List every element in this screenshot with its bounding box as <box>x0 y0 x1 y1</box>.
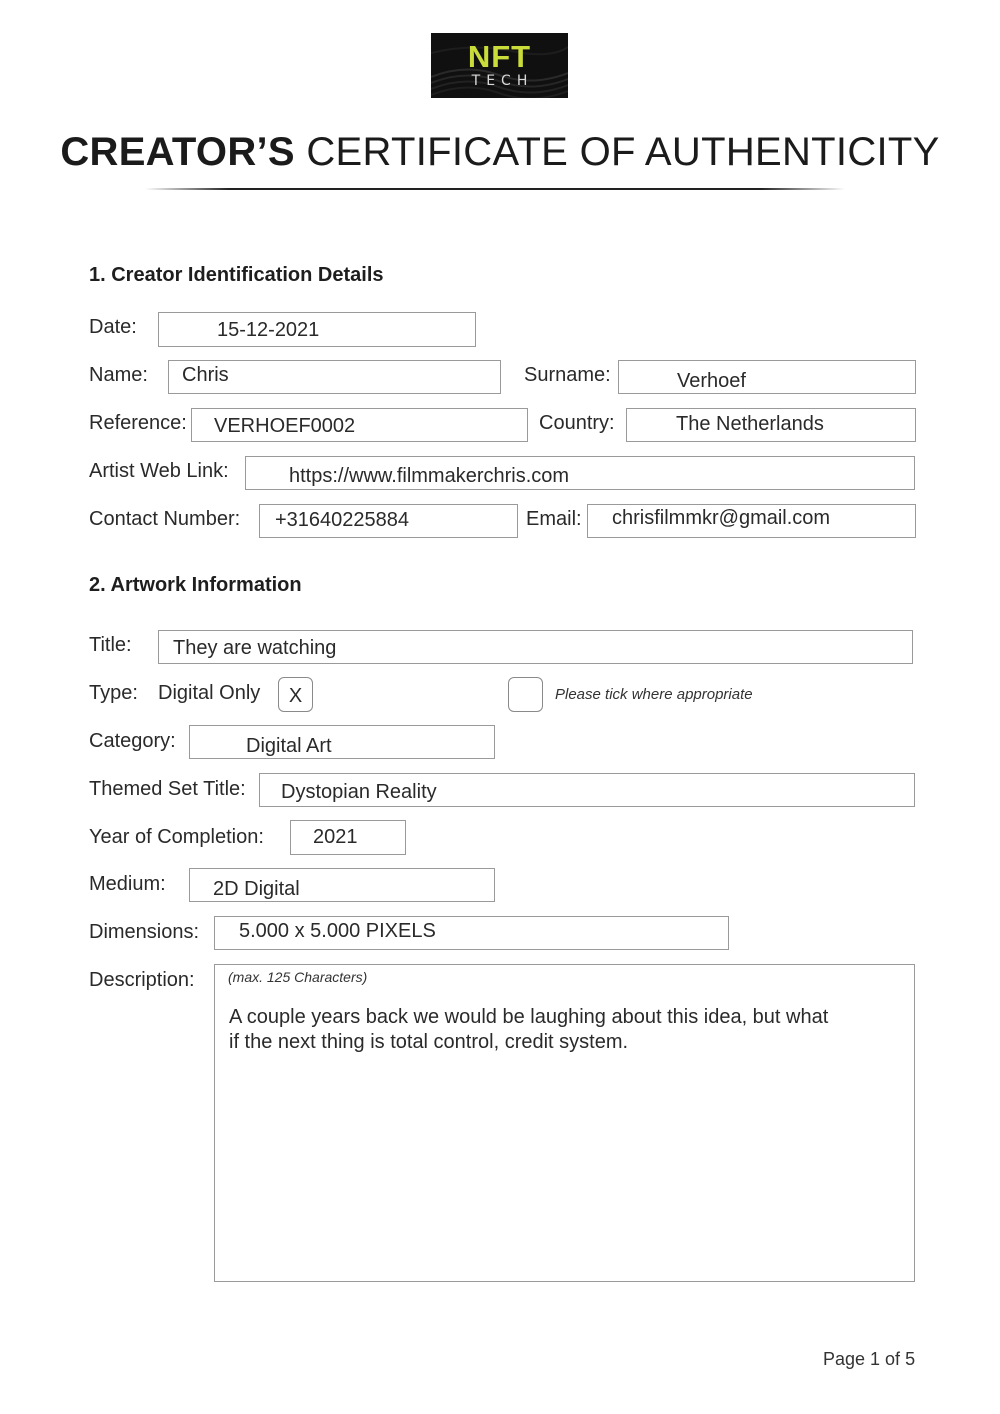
medium-value: 2D Digital <box>213 878 300 900</box>
dimensions-value: 5.000 x 5.000 PIXELS <box>239 920 436 942</box>
email-value: chrisfilmmkr@gmail.com <box>612 507 831 529</box>
title-value: They are watching <box>173 637 337 659</box>
type-label: Type: <box>89 682 138 704</box>
email-field[interactable] <box>587 504 916 538</box>
description-line-1: A couple years back we would be laughing about this idea, but what <box>229 1006 829 1028</box>
dimensions-field[interactable] <box>214 916 729 950</box>
email-label: Email: <box>526 508 582 530</box>
reference-value: VERHOEF0002 <box>214 415 356 437</box>
checkbox-mark: X <box>288 685 303 707</box>
page-number: Page 1 of 5 <box>823 1349 916 1369</box>
reference-field[interactable] <box>191 408 528 442</box>
dimensions-label: Dimensions: <box>89 921 200 943</box>
type-hint: Please tick where appropriate <box>555 686 753 703</box>
logo-tech-text: TECH <box>471 73 534 89</box>
themed-set-label: Themed Set Title: <box>89 778 246 800</box>
contact-field[interactable] <box>259 504 518 538</box>
weblink-label: Artist Web Link: <box>89 460 229 482</box>
date-value: 15-12-2021 <box>217 319 320 341</box>
themed-set-field[interactable] <box>259 773 915 807</box>
name-label: Name: <box>89 364 148 386</box>
weblink-value: https://www.filmmakerchris.com <box>289 465 570 487</box>
title-field[interactable] <box>158 630 913 664</box>
surname-field[interactable] <box>618 360 916 394</box>
section-creator-heading: 1. Creator Identification Details <box>89 264 384 286</box>
date-label: Date: <box>89 316 137 338</box>
title-label: Title: <box>89 634 132 656</box>
description-line-2: if the next thing is total control, credit system. <box>229 1031 629 1053</box>
name-value: Chris <box>182 364 229 386</box>
country-value: The Netherlands <box>676 413 824 435</box>
themed-set-value: Dystopian Reality <box>281 781 437 803</box>
page-title-rest: CERTIFICATE OF AUTHENTICITY <box>306 130 940 174</box>
medium-field[interactable] <box>189 868 495 902</box>
title-divider <box>145 188 845 190</box>
country-label: Country: <box>539 412 615 434</box>
description-hint: (max. 125 Characters) <box>228 969 368 985</box>
contact-value: +31640225884 <box>275 509 410 531</box>
category-value: Digital Art <box>246 735 332 757</box>
medium-label: Medium: <box>89 873 166 895</box>
section-artwork-heading: 2. Artwork Information <box>89 574 302 596</box>
page-title <box>0 128 1000 176</box>
type-option-label: Digital Only <box>158 682 261 704</box>
nft-tech-logo <box>431 33 568 98</box>
type-digital-only-checkbox[interactable] <box>278 677 313 712</box>
category-field[interactable] <box>189 725 495 759</box>
year-label: Year of Completion: <box>89 826 264 848</box>
year-field[interactable] <box>290 820 406 855</box>
weblink-field[interactable] <box>245 456 915 490</box>
name-field[interactable] <box>168 360 501 394</box>
description-label: Description: <box>89 969 195 991</box>
category-label: Category: <box>89 730 176 752</box>
page-title-bold: CREATOR’S <box>60 130 295 174</box>
country-field[interactable] <box>626 408 916 442</box>
reference-label: Reference: <box>89 412 187 434</box>
contact-label: Contact Number: <box>89 508 241 530</box>
description-textarea[interactable] <box>214 964 915 1282</box>
surname-value: Verhoef <box>677 370 746 392</box>
surname-label: Surname: <box>524 364 611 386</box>
date-field[interactable] <box>158 312 476 347</box>
type-other-checkbox[interactable] <box>508 677 543 712</box>
year-value: 2021 <box>313 826 358 848</box>
logo-nft-text: NFT <box>467 39 532 74</box>
